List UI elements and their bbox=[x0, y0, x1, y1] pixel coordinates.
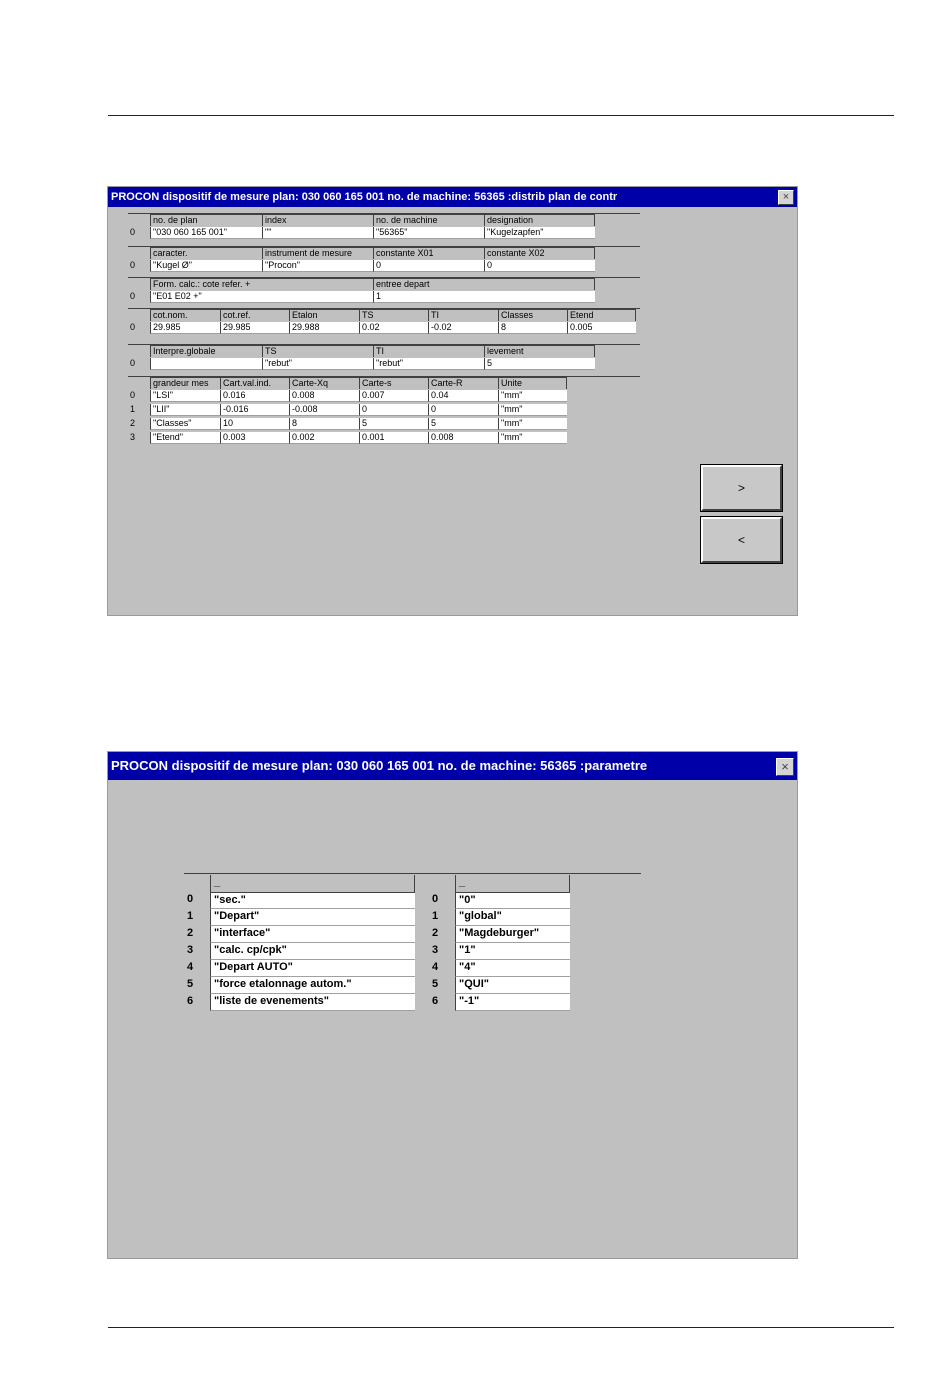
row-index: 0 bbox=[128, 260, 150, 272]
header-unite: Unite bbox=[498, 377, 567, 389]
param-name[interactable]: "Depart AUTO" bbox=[210, 960, 415, 977]
row-index: 3 bbox=[128, 432, 150, 444]
window-title-bar bbox=[108, 187, 797, 207]
table-cell[interactable]: "LII" bbox=[150, 404, 220, 416]
table-cell[interactable]: -0.008 bbox=[289, 404, 359, 416]
param-value[interactable]: "Magdeburger" bbox=[455, 926, 570, 943]
table-cell[interactable]: 0 bbox=[428, 404, 498, 416]
cell-ts[interactable]: 0.02 bbox=[359, 322, 428, 334]
header-cot-ref: cot.ref. bbox=[220, 309, 289, 321]
close-icon[interactable]: × bbox=[778, 190, 794, 205]
header-no-de-plan: no. de plan bbox=[150, 214, 262, 226]
row-index: 0 bbox=[128, 322, 150, 334]
table-cell[interactable]: 0.008 bbox=[289, 390, 359, 402]
param-index: 0 bbox=[184, 892, 210, 909]
next-button[interactable]: > bbox=[701, 465, 782, 511]
param-index: 5 bbox=[429, 977, 455, 994]
previous-button[interactable]: < bbox=[701, 517, 782, 563]
header-grandeur-mes: grandeur mes bbox=[150, 377, 220, 389]
table-cell[interactable]: 0.04 bbox=[428, 390, 498, 402]
table-cell[interactable]: 0.003 bbox=[220, 432, 289, 444]
cell-constante-x02[interactable]: 0 bbox=[484, 260, 595, 272]
param-value[interactable]: "global" bbox=[455, 909, 570, 926]
header-caracter: caracter. bbox=[150, 247, 262, 259]
cell-levement[interactable]: 5 bbox=[484, 358, 595, 370]
table-cell[interactable]: 0.008 bbox=[428, 432, 498, 444]
table-cell[interactable]: "mm" bbox=[498, 418, 567, 430]
param-index: 1 bbox=[429, 909, 455, 926]
cell-etend[interactable]: 0.005 bbox=[567, 322, 636, 334]
table-cell[interactable]: 0.016 bbox=[220, 390, 289, 402]
header-constante-x02: constante X02 bbox=[484, 247, 595, 259]
param-name[interactable]: "force etalonnage autom." bbox=[210, 977, 415, 994]
header-index: index bbox=[262, 214, 373, 226]
header-etalon: Etalon bbox=[289, 309, 359, 321]
param-name[interactable]: "interface" bbox=[210, 926, 415, 943]
table-cell[interactable]: "mm" bbox=[498, 390, 567, 402]
param-value[interactable]: "1" bbox=[455, 943, 570, 960]
cell-form-calc[interactable]: "E01 E02 +" bbox=[150, 291, 373, 303]
header-ts: TS bbox=[359, 309, 428, 321]
table-cell[interactable]: 5 bbox=[428, 418, 498, 430]
window-title: PROCON dispositif de mesure plan: 030 060 165 001 no. de machine: 56365 :distrib plan de contr bbox=[111, 191, 618, 203]
window-title-bar bbox=[108, 752, 797, 780]
cell-ti[interactable]: -0.02 bbox=[428, 322, 498, 334]
param-index: 6 bbox=[184, 994, 210, 1011]
param-name[interactable]: "Depart" bbox=[210, 909, 415, 926]
param-index: 6 bbox=[429, 994, 455, 1011]
param-name[interactable]: "sec." bbox=[210, 892, 415, 909]
parametre-window bbox=[107, 751, 798, 1259]
cell-no-de-plan[interactable]: "030 060 165 001" bbox=[150, 227, 262, 239]
header-interpre-globale: Interpre.globale bbox=[150, 345, 262, 357]
header-carte-s: Carte-s bbox=[359, 377, 428, 389]
table-cell[interactable]: 10 bbox=[220, 418, 289, 430]
right-table-header: _ bbox=[455, 875, 570, 892]
header-levement: levement bbox=[484, 345, 595, 357]
param-name[interactable]: "calc. cp/cpk" bbox=[210, 943, 415, 960]
table-cell[interactable]: "Classes" bbox=[150, 418, 220, 430]
param-index: 3 bbox=[429, 943, 455, 960]
window-title: PROCON dispositif de mesure plan: 030 060 165 001 no. de machine: 56365 :parametre bbox=[111, 758, 648, 773]
header-instrument-de-mesure: instrument de mesure bbox=[262, 247, 373, 259]
table-cell[interactable]: "Etend" bbox=[150, 432, 220, 444]
table-cell[interactable]: "mm" bbox=[498, 432, 567, 444]
header-carte-xq: Carte-Xq bbox=[289, 377, 359, 389]
header-cart-val-ind: Cart.val.ind. bbox=[220, 377, 289, 389]
cell-classes[interactable]: 8 bbox=[498, 322, 567, 334]
cell-cot-nom[interactable]: 29.985 bbox=[150, 322, 220, 334]
header-ti: TI bbox=[428, 309, 498, 321]
table-cell[interactable]: "LSI" bbox=[150, 390, 220, 402]
row-index: 0 bbox=[128, 291, 150, 303]
distrib-plan-window bbox=[107, 186, 798, 616]
param-index: 5 bbox=[184, 977, 210, 994]
table-top-line bbox=[184, 873, 641, 874]
param-value[interactable]: "4" bbox=[455, 960, 570, 977]
param-value[interactable]: "0" bbox=[455, 892, 570, 909]
header-no-de-machine: no. de machine bbox=[373, 214, 484, 226]
table-cell[interactable]: 0 bbox=[359, 404, 428, 416]
cell-designation[interactable]: "Kugelzapfen" bbox=[484, 227, 595, 239]
row-index: 0 bbox=[128, 227, 150, 239]
param-index: 3 bbox=[184, 943, 210, 960]
cell-entree-depart[interactable]: 1 bbox=[373, 291, 595, 303]
cell-constante-x01[interactable]: 0 bbox=[373, 260, 484, 272]
close-icon[interactable]: × bbox=[776, 758, 794, 776]
cell-interpre-globale[interactable] bbox=[150, 358, 262, 370]
cell-ti[interactable]: "rebut" bbox=[373, 358, 484, 370]
table-cell[interactable]: 0.002 bbox=[289, 432, 359, 444]
left-table-header: _ bbox=[210, 875, 415, 892]
param-index: 4 bbox=[429, 960, 455, 977]
cell-caracter[interactable]: "Kugel Ø" bbox=[150, 260, 262, 272]
param-name[interactable]: "liste de evenements" bbox=[210, 994, 415, 1011]
cell-instrument-de-mesure[interactable]: "Procon" bbox=[262, 260, 373, 272]
cell-etalon[interactable]: 29.988 bbox=[289, 322, 359, 334]
cell-cot-ref[interactable]: 29.985 bbox=[220, 322, 289, 334]
table-cell[interactable]: 8 bbox=[289, 418, 359, 430]
cell-ts[interactable]: "rebut" bbox=[262, 358, 373, 370]
cell-index[interactable]: "" bbox=[262, 227, 373, 239]
header-constante-x01: constante X01 bbox=[373, 247, 484, 259]
table-cell[interactable]: 0.007 bbox=[359, 390, 428, 402]
cell-no-de-machine[interactable]: "56365" bbox=[373, 227, 484, 239]
bottom-rule bbox=[108, 1327, 894, 1328]
param-index: 2 bbox=[429, 926, 455, 943]
table-cell[interactable]: -0.016 bbox=[220, 404, 289, 416]
header-classes: Classes bbox=[498, 309, 567, 321]
top-rule bbox=[108, 115, 894, 116]
row-index: 1 bbox=[128, 404, 150, 416]
param-index: 0 bbox=[429, 892, 455, 909]
table-cell[interactable]: 0.001 bbox=[359, 432, 428, 444]
header-ts: TS bbox=[262, 345, 373, 357]
header-carte-r: Carte-R bbox=[428, 377, 498, 389]
header-entree-depart: entree depart bbox=[373, 278, 595, 290]
param-index: 4 bbox=[184, 960, 210, 977]
param-value[interactable]: "QUI" bbox=[455, 977, 570, 994]
param-index: 2 bbox=[184, 926, 210, 943]
header-cot-nom: cot.nom. bbox=[150, 309, 220, 321]
table-cell[interactable]: 5 bbox=[359, 418, 428, 430]
header-designation: designation bbox=[484, 214, 595, 226]
header-ti: TI bbox=[373, 345, 484, 357]
param-value[interactable]: "-1" bbox=[455, 994, 570, 1011]
param-index: 1 bbox=[184, 909, 210, 926]
row-index: 0 bbox=[128, 358, 150, 370]
header-form-calc: Form. calc.: cote refer. + bbox=[150, 278, 373, 290]
row-index: 2 bbox=[128, 418, 150, 430]
row-index: 0 bbox=[128, 390, 150, 402]
table-cell[interactable]: "mm" bbox=[498, 404, 567, 416]
header-etend: Etend bbox=[567, 309, 636, 321]
